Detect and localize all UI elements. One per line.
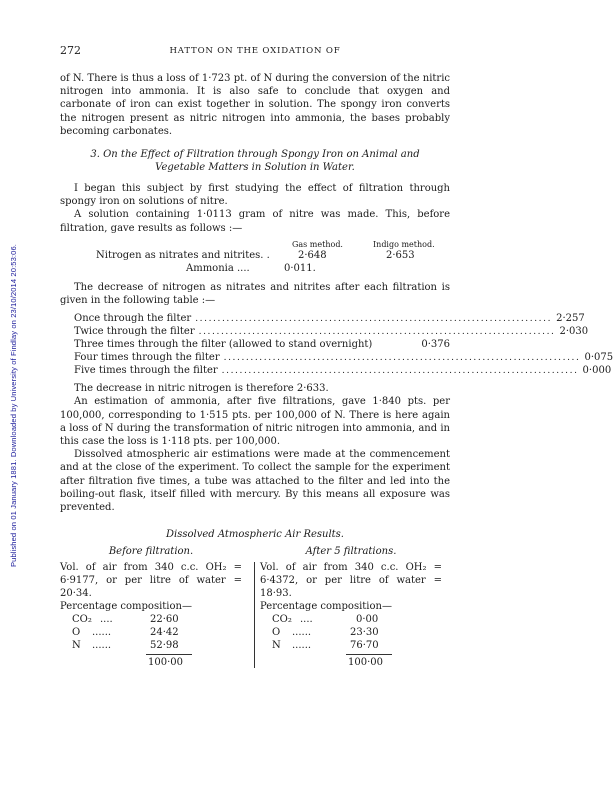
table-row <box>60 364 612 377</box>
paragraph-ammonia-estimation: An estimation of ammonia, after five filtrations, gave 1·840 pts. per 100,000, corresponding to 1·515 pts. per 100,000 of N. There is here again a loss of N during the transformation of nitric nitrogen into ammonia, and in this case the loss is 1·118 pts. per 100,000. <box>60 396 450 448</box>
row-label: Once through the filter <box>74 313 192 325</box>
gas-name: O <box>272 627 281 639</box>
page-body <box>60 44 613 670</box>
sum-rule <box>146 654 192 655</box>
method-results-table <box>60 238 450 275</box>
total-value: 100·00 <box>148 657 183 669</box>
dot-leader: ...... <box>292 627 312 639</box>
before-filtration-heading: Before filtration. <box>108 546 194 558</box>
download-stamp-text: Published on 01 January 1881. Downloaded by University of Findlay on 23/10/2014 20:53:06. <box>8 243 18 567</box>
gas-name: CO₂ <box>272 614 292 626</box>
after-filtration-column <box>260 545 442 670</box>
dot-leader: ...... <box>92 640 112 652</box>
gas-name: O <box>72 627 81 639</box>
row-value: 0·376 <box>421 339 450 351</box>
table-row <box>60 312 585 325</box>
gas-percentage: 22·60 <box>150 614 179 626</box>
section-heading <box>60 148 450 174</box>
composition-row <box>72 626 242 639</box>
after-filtration-heading: After 5 filtrations. <box>305 546 397 558</box>
total-value: 100·00 <box>348 657 383 669</box>
gas-value: 2·648 <box>298 249 327 261</box>
dot-leader: ...... <box>292 640 312 652</box>
gas-name: N <box>72 640 81 652</box>
table-row <box>60 351 613 364</box>
paragraph-nitre-solution: A solution containing 1·0113 gram of nitre was made. This, before filtration, gave results as follows :— <box>60 209 450 234</box>
row-value: 2·030 <box>559 326 589 338</box>
method-results-header <box>60 238 450 249</box>
dot-leader: ...... <box>92 627 112 639</box>
gas-percentage: 23·30 <box>350 627 379 639</box>
download-stamp <box>6 60 20 750</box>
dot-leader: ................................................................................ <box>223 353 581 364</box>
row-label: Twice through the filter <box>74 326 195 338</box>
dot-leader: .... <box>300 614 313 626</box>
row-value: 0·000 <box>582 365 612 377</box>
dot-leader: .... <box>100 614 113 626</box>
gas-percentage: 52·98 <box>150 640 179 652</box>
section-heading-line-2: Vegetable Matters in Solution in Water. <box>155 162 355 174</box>
paragraph-began-subject: I began this subject by first studying the effect of filtration through spongy iron on solutions of nitre. <box>60 183 450 208</box>
after-composition <box>260 613 442 652</box>
paragraph-decrease-table-intro: The decrease of nitrogen as nitrates and nitrites after each filtration is given in the following table :— <box>60 281 450 307</box>
table-row <box>60 338 450 351</box>
page-header <box>60 44 450 58</box>
after-composition-label: Percentage composition— <box>260 601 392 613</box>
total-row <box>60 656 242 670</box>
dot-leader: ................................................................................ <box>198 327 556 338</box>
column-divider <box>254 562 255 668</box>
composition-row <box>272 639 442 652</box>
gas-percentage: 76·70 <box>350 640 379 652</box>
gas-percentage: 24·42 <box>150 627 179 639</box>
row-label: Nitrogen as nitrates and nitrites. . <box>96 249 270 261</box>
gas-name: CO₂ <box>72 614 92 626</box>
paragraph-conversion-loss: of N. There is thus a loss of 1·723 pt. of N during the conversion of the nitric nitrogen into ammonia. It is also safe to conclude that oxygen and carbonate of iron can exist together in solution. The spongy iron converts the nitrogen present as nitric nitrogen into ammonia, the bases probably becoming carbonates. <box>60 73 450 137</box>
before-composition-label: Percentage composition— <box>60 601 192 613</box>
table-row <box>60 325 589 338</box>
before-composition <box>60 613 242 652</box>
gas-percentage: 0·00 <box>356 614 379 626</box>
row-value: 0·075 <box>584 352 613 364</box>
method-results-row <box>60 262 450 275</box>
air-results-title: Dissolved Atmospheric Air Results. <box>166 529 344 541</box>
composition-row <box>272 613 442 626</box>
composition-row <box>272 626 442 639</box>
row-label: Ammonia .... <box>186 262 250 274</box>
before-filtration-column <box>60 545 242 670</box>
composition-row <box>72 613 242 626</box>
row-label: Five times through the filter <box>74 365 218 377</box>
indigo-method-heading: Indigo method. <box>373 239 435 249</box>
before-air-volume: Vol. of air from 340 c.c. OH₂ = 6·9177, or per litre of water = 20·34. <box>60 561 242 600</box>
running-title: HATTON ON THE OXIDATION OF <box>169 46 341 56</box>
paragraph-decrease-total: The decrease in nitric nitrogen is therefore 2·633. <box>74 383 329 395</box>
section-heading-line-1: 3. On the Effect of Filtration through Spongy Iron on Animal and <box>90 149 420 161</box>
row-label: Three times through the filter (allowed to stand overnight) <box>74 339 373 351</box>
gas-value: 0·011. <box>284 262 316 274</box>
after-air-volume: Vol. of air from 340 c.c. OH₂ = 6·4372, or per litre of water = 18·93. <box>260 561 442 600</box>
paragraph-dissolved-air: Dissolved atmospheric air estimations were made at the commencement and at the close of the experiment. To collect the sample for the experiment after filtration five times, a tube was attached to the filter and led into the boiling-out flask, itself filled with mercury. By this means all exposure was prevented. <box>60 449 450 514</box>
row-value: 2·257 <box>556 313 585 325</box>
composition-row <box>72 639 242 652</box>
dot-leader: ................................................................................ <box>221 366 579 377</box>
filtration-table <box>60 312 613 377</box>
indigo-value: 2·653 <box>386 249 415 261</box>
gas-method-heading: Gas method. <box>292 239 343 249</box>
total-row <box>260 656 442 670</box>
sum-rule <box>346 654 392 655</box>
page-number: 272 <box>60 44 81 57</box>
method-results-row <box>60 249 450 262</box>
dot-leader: ................................................................................ <box>195 314 553 325</box>
air-results-columns <box>60 545 450 670</box>
gas-name: N <box>272 640 281 652</box>
row-label: Four times through the filter <box>74 352 220 364</box>
